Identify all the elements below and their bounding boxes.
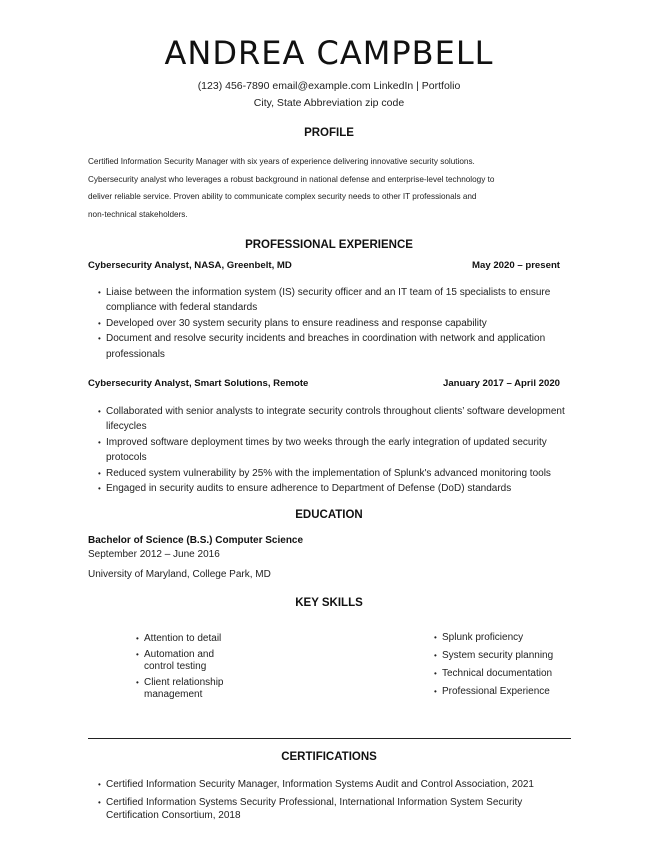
address-line: City, State Abbreviation zip code <box>253 97 405 109</box>
degree: Bachelor of Science (B.S.) Computer Science <box>88 535 304 546</box>
contact-line: (123) 456-7890 email@example.com LinkedIn | Portfolio <box>197 80 461 92</box>
skill-item: • Professional Experience <box>434 684 584 699</box>
profile-line: Cybersecurity analyst who leverages a robust background in national defense and enterprise-level technology to <box>88 174 495 184</box>
job-bullet: • Collaborated with senior analysts to integrate security controls throughout clients’ software development lifecycles <box>98 404 568 435</box>
certifications-list <box>98 778 548 822</box>
job-header <box>88 260 560 271</box>
certification-item: • Certified Information Systems Security Professional, International Information System Security Certification Consortium, 2018 <box>98 796 548 822</box>
candidate-name: ANDREA CAMPBELL <box>164 34 494 72</box>
school: University of Maryland, College Park, MD <box>88 569 271 580</box>
profile-line: non-technical stakeholders. <box>88 209 188 219</box>
profile-line: deliver reliable service. Proven ability to communicate complex security needs to other IT professionals and <box>88 192 477 201</box>
certification-item: • Certified Information Security Manager, Information Systems Audit and Control Association, 2021 <box>98 778 548 791</box>
job-bullet: • Improved software deployment times by two weeks through the early integration of updated security protocols <box>98 435 568 466</box>
job-dates: January 2017 – April 2020 <box>443 378 560 389</box>
skill-item: • Client relationship management <box>136 677 246 702</box>
job-bullets <box>98 404 568 496</box>
job-bullet: • Developed over 30 system security plans to ensure readiness and response capability <box>98 316 568 331</box>
skill-item: • Technical documentation <box>434 666 584 681</box>
skills-heading: KEY SKILLS <box>295 597 363 609</box>
skill-item: • Splunk proficiency <box>434 630 584 645</box>
skills-left-list <box>136 633 246 705</box>
job-bullet: • Liaise between the information system (IS) security officer and an IT team of 15 specialists to ensure compliance with federal standards <box>98 285 568 316</box>
skill-item: • Attention to detail <box>136 633 246 646</box>
education-dates: September 2012 – June 2016 <box>88 549 220 560</box>
job-bullets <box>98 285 568 362</box>
job-bullet: • Document and resolve security incidents and breaches in coordination with network and application professionals <box>98 331 568 362</box>
job-bullet: • Reduced system vulnerability by 25% with the implementation of Splunk's advanced monitoring tools <box>98 466 568 481</box>
profile-summary <box>88 153 558 223</box>
job-title: Cybersecurity Analyst, NASA, Greenbelt, MD <box>88 260 292 271</box>
job-header <box>88 378 560 389</box>
skill-item: • System security planning <box>434 648 584 663</box>
profile-heading: PROFILE <box>304 127 354 139</box>
skill-item: • Automation and control testing <box>136 649 246 674</box>
profile-line: Certified Information Security Manager with six years of experience delivering innovative security solutions. <box>88 157 475 166</box>
section-divider <box>88 738 571 739</box>
education-heading: EDUCATION <box>295 509 363 521</box>
job-bullet: • Engaged in security audits to ensure adherence to Department of Defense (DoD) standards <box>98 481 568 496</box>
job-dates: May 2020 – present <box>472 260 560 271</box>
experience-heading: PROFESSIONAL EXPERIENCE <box>245 239 413 251</box>
certifications-heading: CERTIFICATIONS <box>281 751 377 763</box>
job-title: Cybersecurity Analyst, Smart Solutions, Remote <box>88 378 309 389</box>
skills-right-list <box>434 630 584 702</box>
